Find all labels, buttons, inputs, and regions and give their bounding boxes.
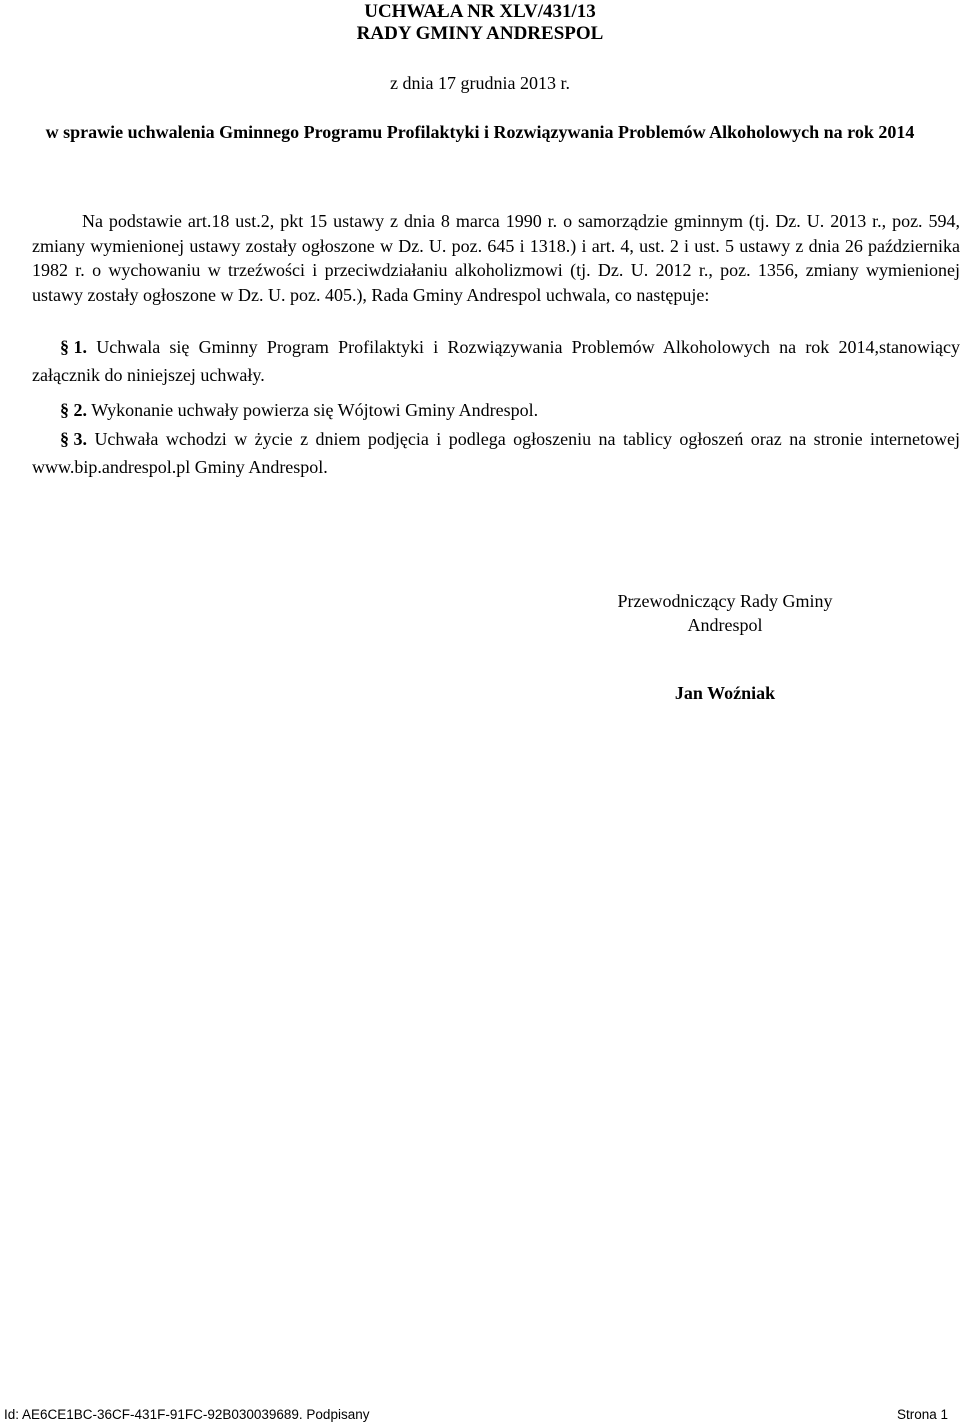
resolution-title: UCHWAŁA NR XLV/431/13 (364, 1, 596, 22)
document-id: Id: AE6CE1BC-36CF-431F-91FC-92B030039689. Podpisany (4, 1407, 370, 1422)
paragraph-1 (32, 333, 960, 389)
signatory-title: Przewodniczący Rady Gminy (617, 591, 833, 611)
signatory-name: Jan Woźniak (674, 683, 776, 703)
paragraph-3 (32, 425, 960, 481)
paragraph-text: Uchwała wchodzi w życie z dniem podjęcia i podlega ogłoszeniu na tablicy ogłoszeń oraz na stronie internetowej www.bip.andrespol.pl Gminy Andrespol. (32, 429, 960, 477)
resolution-subject: w sprawie uchwalenia Gminnego Programu Profilaktyki i Rozwiązywania Problemów Alkoholowych na rok 2014 (45, 122, 915, 142)
paragraph-number: § 2. (60, 400, 87, 420)
page-number: Strona 1 (896, 1407, 948, 1422)
legal-basis (32, 209, 960, 307)
council-name: RADY GMINY ANDRESPOL (356, 23, 604, 44)
paragraph-2 (32, 396, 960, 424)
document-footer (0, 1405, 960, 1425)
legal-basis-text: Na podstawie art.18 ust.2, pkt 15 ustawy z dnia 8 marca 1990 r. o samorządzie gminnym (tj. Dz. U. 2013 r., poz. 594, zmiany wymienionej ustawy zostały ogłoszone w Dz. U. poz. 645 i 1318.) i art. 4, ust. 2 i ust. 5 ustawy z dnia 26 października 1982 r. o wychowaniu w trzeźwości i przeciwdziałaniu alkoholizmowi (tj. Dz. U. 2012 r., poz. 1356, zmiany wymienionej ustawy zostały ogłoszone w Dz. U. poz. 405.), Rada Gminy Andrespol uchwala, co następuje: (32, 211, 960, 305)
resolution-date: z dnia 17 grudnia 2013 r. (390, 73, 570, 93)
signatory-title-cont: Andrespol (687, 615, 763, 635)
paragraph-text: Uchwala się Gminny Program Profilaktyki i Rozwiązywania Problemów Alkoholowych na rok 2014,stanowiący załącznik do niniejszej uchwały. (32, 337, 960, 385)
paragraph-number: § 3. (60, 429, 87, 449)
paragraph-text: Wykonanie uchwały powierza się Wójtowi Gminy Andrespol. (91, 400, 539, 420)
paragraph-number: § 1. (60, 337, 87, 357)
